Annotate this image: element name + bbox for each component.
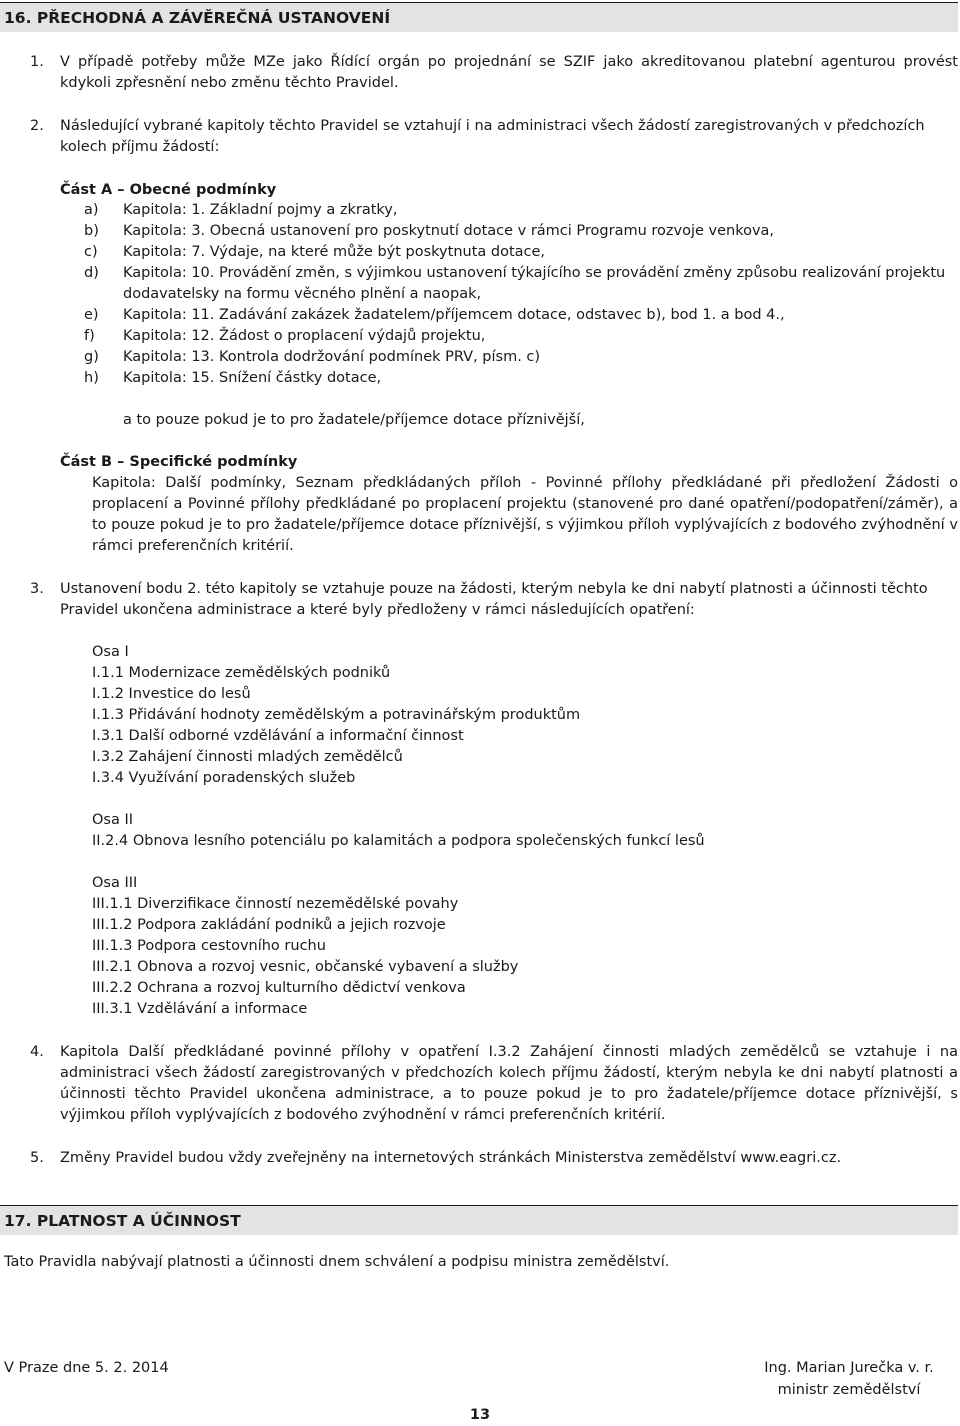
signatory-role: ministr zemědělství — [777, 1382, 921, 1398]
list-item: III.1.3 Podpora cestovního ruchu — [92, 938, 326, 954]
list-item-text: Kapitola: 15. Snížení částky dotace, — [123, 370, 382, 386]
paragraph-5-number: 5. — [30, 1150, 44, 1166]
list-item — [84, 347, 958, 368]
paragraph-1-number: 1. — [30, 54, 44, 70]
list-item: I.3.1 Další odborné vzdělávání a informační činnost — [92, 728, 464, 744]
place-and-date: V Praze dne 5. 2. 2014 — [4, 1360, 169, 1376]
axis-1-measures — [92, 663, 958, 789]
paragraph-2-number: 2. — [30, 118, 44, 134]
list-item: II.2.4 Obnova lesního potenciálu po kalamitách a podpora společenských funkcí lesů — [92, 833, 705, 849]
paragraph-4-number: 4. — [30, 1044, 44, 1060]
list-item — [84, 200, 958, 221]
list-item-letter: a) — [84, 202, 99, 218]
section-17-heading: 17. PLATNOST A ÚČINNOST — [0, 1205, 958, 1235]
signatory-name: Ing. Marian Jurečka v. r. — [764, 1360, 934, 1376]
list-item-letter: h) — [84, 370, 99, 386]
list-item: III.2.2 Ochrana a rozvoj kulturního dědictví venkova — [92, 980, 466, 996]
part-a-heading: Část A – Obecné podmínky — [60, 182, 277, 198]
list-item — [84, 242, 958, 263]
section-16-heading: 16. PŘECHODNÁ A ZÁVĚREČNÁ USTANOVENÍ — [0, 2, 958, 32]
axis-2-measures — [92, 831, 958, 852]
list-item: III.3.1 Vzdělávání a informace — [92, 1001, 308, 1017]
list-item: III.1.2 Podpora zakládání podniků a jejich rozvoje — [92, 917, 446, 933]
list-item-text: Kapitola: 13. Kontrola dodržování podmínek PRV, písm. c) — [123, 349, 541, 365]
list-item-text: Kapitola: 7. Výdaje, na které může být poskytnuta dotace, — [123, 244, 546, 260]
list-item: I.1.1 Modernizace zemědělských podniků — [92, 665, 391, 681]
axis-3-title: Osa III — [92, 875, 138, 891]
list-item — [84, 263, 958, 305]
paragraph-3-number: 3. — [30, 581, 44, 597]
list-item-letter: f) — [84, 328, 95, 344]
list-item-letter: b) — [84, 223, 99, 239]
paragraph-3-text: Ustanovení bodu 2. této kapitoly se vztahuje pouze na žádosti, kterým nebyla ke dni nabytí platnosti a účinnosti těchto Pravidel ukončena administrace a které byly předloženy v rámci následujících opatření: — [60, 581, 928, 618]
axis-1-group — [92, 642, 958, 789]
list-item-letter: g) — [84, 349, 99, 365]
part-a-chapter-list — [84, 200, 958, 389]
list-item-text: Kapitola: 3. Obecná ustanovení pro poskytnutí dotace v rámci Programu rozvoje venkova, — [123, 223, 775, 239]
list-item-letter: c) — [84, 244, 98, 260]
axis-1-title: Osa I — [92, 644, 129, 660]
paragraph-1-text: V případě potřeby může MZe jako Řídící orgán po projednání se SZIF jako akreditovanou platební agenturou provést kdykoli zpřesnění nebo změnu těchto Pravidel. — [60, 54, 958, 91]
axis-2-title: Osa II — [92, 812, 134, 828]
list-item-letter: e) — [84, 307, 99, 323]
list-item: I.3.4 Využívání poradenských služeb — [92, 770, 356, 786]
list-item: I.1.2 Investice do lesů — [92, 686, 251, 702]
paragraph-5-text: Změny Pravidel budou vždy zveřejněny na internetových stránkách Ministerstva zemědělství www.eagri.cz. — [60, 1150, 842, 1166]
list-item-letter: d) — [84, 265, 99, 281]
axis-2-group — [92, 810, 958, 852]
part-b-heading: Část B – Specifické podmínky — [60, 454, 298, 470]
list-item — [84, 368, 958, 389]
list-item — [84, 326, 958, 347]
section-17-text: Tato Pravidla nabývají platnosti a účinnosti dnem schválení a podpisu ministra zemědělství. — [4, 1254, 670, 1270]
list-item-text: Kapitola: 12. Žádost o proplacení výdajů projektu, — [123, 328, 486, 344]
page-number: 13 — [469, 1407, 491, 1423]
paragraph-2-text: Následující vybrané kapitoly těchto Pravidel se vztahují i na administraci všech žádostí zaregistrovaných v předchozích kolech příjmu žádostí: — [60, 118, 925, 155]
paragraph-4-text: Kapitola Další předkládané povinné přílohy v opatření I.3.2 Zahájení činnosti mladých zemědělců se vztahuje i na administraci všech žádostí zaregistrovaných v předchozích kolech příjmu žádostí, kterým nebyla ke dni nabytí platnosti a účinnosti těchto Pravidel ukončena administrace, a to pouze pokud je to pro žadatele/příjemce dotace příznivější, s výjimkou příloh vyplývajících z bodového zvýhodnění v rámci preferenčních kritérií. — [60, 1044, 958, 1123]
list-item — [84, 305, 958, 326]
part-a-note: a to pouze pokud je to pro žadatele/příjemce dotace příznivější, — [123, 412, 585, 428]
list-item: III.1.1 Diverzifikace činností nezemědělské povahy — [92, 896, 459, 912]
list-item-text: Kapitola: 1. Základní pojmy a zkratky, — [123, 202, 398, 218]
list-item: I.3.2 Zahájení činnosti mladých zemědělců — [92, 749, 403, 765]
list-item — [84, 221, 958, 242]
list-item: III.2.1 Obnova a rozvoj vesnic, občanské vybavení a služby — [92, 959, 519, 975]
axis-3-group — [92, 873, 958, 1020]
axis-3-measures — [92, 894, 958, 1020]
list-item: I.1.3 Přidávání hodnoty zemědělským a potravinářským produktům — [92, 707, 581, 723]
list-item-text: Kapitola: 11. Zadávání zakázek žadatelem/příjemcem dotace, odstavec b), bod 1. a bod 4., — [123, 307, 785, 323]
list-item-text: Kapitola: 10. Provádění změn, s výjimkou ustanovení týkajícího se provádění změny způsobu realizování projektu dodavatelsky na formu věcného plnění a naopak, — [123, 265, 946, 302]
part-b-text: Kapitola: Další podmínky, Seznam předkládaných příloh - Povinné přílohy předkládané při předložení Žádosti o proplacení a Povinné přílohy předkládané po proplacení projektu (stanovené pro dané opatření/podopatření/záměr), a to pouze pokud je to pro žadatele/příjemce dotace příznivější, s výjimkou příloh vyplývajících z bodového zvýhodnění v rámci preferenčních kritérií. — [92, 475, 958, 554]
